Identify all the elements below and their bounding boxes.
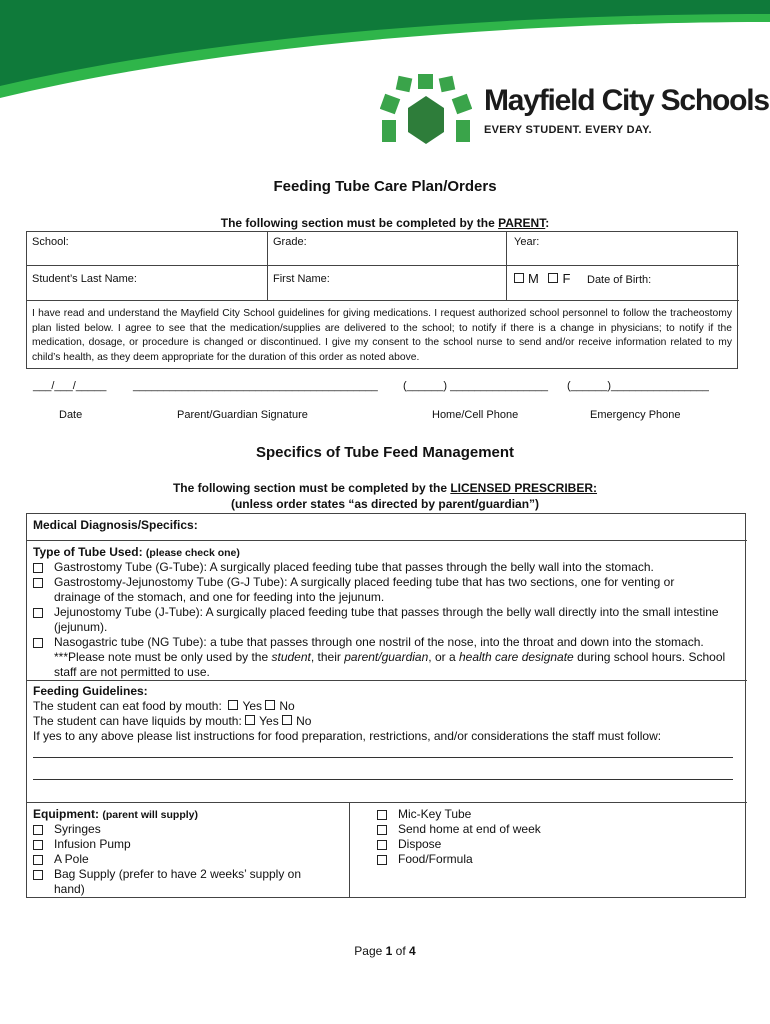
school-logo bbox=[380, 74, 472, 150]
liquid-question bbox=[33, 714, 311, 729]
checkbox[interactable] bbox=[33, 855, 43, 865]
liquid-question-text: The student can have liquids by mouth: bbox=[33, 714, 242, 728]
ng-italic-guardian: parent/guardian bbox=[344, 650, 429, 664]
grade-field[interactable]: Grade: bbox=[273, 236, 307, 248]
food-yes-label: Yes bbox=[242, 699, 263, 713]
ng-italic-student: student bbox=[271, 650, 311, 664]
instructions-prompt: If yes to any above please list instructions for food preparation, restrictions, and/or considerations the staff must follow: bbox=[33, 729, 662, 743]
feeding-guidelines-label: Feeding Guidelines: bbox=[33, 684, 148, 698]
signature-line[interactable]: ________________________________________ bbox=[133, 380, 378, 392]
food-no-label: No bbox=[279, 699, 295, 713]
divider bbox=[27, 802, 747, 803]
page-number: 1 bbox=[385, 944, 393, 958]
checkbox[interactable] bbox=[33, 563, 43, 573]
divider bbox=[506, 232, 507, 300]
checkbox[interactable] bbox=[33, 870, 43, 880]
checkbox[interactable] bbox=[33, 608, 43, 618]
female-label: F bbox=[562, 271, 571, 286]
brand-tagline: EVERY STUDENT. EVERY DAY. bbox=[484, 124, 652, 136]
liquid-no-label: No bbox=[296, 714, 312, 728]
last-name-field[interactable]: Student’s Last Name: bbox=[32, 273, 137, 285]
date-caption: Date bbox=[59, 409, 83, 421]
liquid-no-checkbox[interactable] bbox=[282, 715, 292, 725]
equipment-item[interactable] bbox=[33, 852, 333, 867]
ng-italic-designate: health care designate bbox=[458, 650, 574, 664]
prescriber-instruction-emph: LICENSED PRESCRIBER: bbox=[450, 481, 598, 495]
instructions-line-2[interactable] bbox=[33, 779, 733, 780]
equipment-item-right[interactable] bbox=[377, 837, 717, 852]
emergency-phone-line[interactable]: (______)________________ bbox=[567, 380, 709, 392]
ng-sep2: , or a bbox=[428, 650, 459, 664]
specifics-title: Specifics of Tube Feed Management bbox=[255, 444, 515, 461]
equipment-item-right[interactable] bbox=[377, 822, 717, 837]
divider bbox=[349, 802, 350, 898]
parent-instruction-suffix: : bbox=[545, 216, 550, 230]
male-label: M bbox=[528, 271, 539, 286]
equipment-item-text: Infusion Pump bbox=[54, 837, 131, 851]
page-word: Page bbox=[354, 944, 383, 958]
equipment-label: Equipment: bbox=[33, 807, 99, 821]
first-name-field[interactable]: First Name: bbox=[273, 273, 330, 285]
tube-option-j[interactable] bbox=[33, 605, 723, 635]
emergency-phone-caption: Emergency Phone bbox=[590, 409, 681, 421]
equipment-item-text: Syringes bbox=[54, 822, 101, 836]
gender-options bbox=[514, 271, 570, 286]
prescriber-instruction-note: (unless order states “as directed by parent/guardian”) bbox=[230, 497, 540, 511]
ng-text-part2: during school hours. School staff are not permitted to use. bbox=[54, 650, 726, 679]
parent-instruction bbox=[0, 216, 770, 230]
food-question bbox=[33, 699, 295, 714]
prescriber-instruction bbox=[0, 481, 770, 495]
page-footer bbox=[0, 944, 770, 958]
checkbox[interactable] bbox=[377, 825, 387, 835]
liquid-yes-checkbox[interactable] bbox=[245, 715, 255, 725]
equipment-item-text: Food/Formula bbox=[398, 852, 473, 866]
ng-sep1: , their bbox=[310, 650, 345, 664]
consent-paragraph: I have read and understand the Mayfield City School guidelines for giving medications. I request authorized school personnel to follow the tracheostomy plan listed below. I agree to see that the medication/supplies are delivered to the school; to notify if there is a change in physicians; to notify if the medication, dosage, or procedure is changed or discontinued. I give my consent to the school nurse to send and/or receive information related to my child’s health, as they deem appropriate for the duration of this order as noted above. bbox=[32, 308, 732, 363]
checkbox[interactable] bbox=[377, 840, 387, 850]
tube-type-heading bbox=[33, 545, 240, 561]
brand-name: Mayfield City Schools bbox=[484, 84, 769, 117]
food-question-text: The student can eat food by mouth: bbox=[33, 699, 222, 713]
tube-option-g[interactable] bbox=[33, 560, 733, 575]
tube-option-ng-text bbox=[54, 635, 740, 680]
equipment-item-text: A Pole bbox=[54, 852, 89, 866]
dob-field[interactable]: Date of Birth: bbox=[587, 274, 652, 286]
parent-info-box bbox=[26, 231, 738, 369]
equipment-item[interactable] bbox=[33, 867, 333, 897]
male-checkbox[interactable] bbox=[514, 273, 524, 283]
home-phone-caption: Home/Cell Phone bbox=[432, 409, 519, 421]
tube-option-j-text: Jejunostomy Tube (J-Tube): A surgically placed feeding tube that passes through the belly wall directly into the small intestine (jejunum). bbox=[54, 605, 719, 634]
tube-option-gj[interactable] bbox=[33, 575, 723, 605]
equipment-item[interactable] bbox=[33, 837, 333, 852]
equipment-item-text: Dispose bbox=[398, 837, 442, 851]
divider bbox=[27, 265, 739, 266]
prescriber-box bbox=[26, 513, 746, 898]
liquid-yes-label: Yes bbox=[259, 714, 279, 728]
equipment-item-text: Mic-Key Tube bbox=[398, 807, 472, 821]
divider bbox=[267, 232, 268, 300]
equipment-item-text: Bag Supply (prefer to have 2 weeks’ supply on hand) bbox=[54, 867, 302, 896]
ng-text-part1: Nasogastric tube (NG Tube): a tube that passes through one nostril of the nose, into the throat and down into the stomach. ***Please note must be only used by the bbox=[54, 635, 704, 664]
document-title: Feeding Tube Care Plan/Orders bbox=[273, 178, 497, 195]
tube-option-gj-text: Gastrostomy-Jejunostomy Tube (G-J Tube): A surgically placed feeding tube that has two sections, one for venting or drainage of the stomach, and one for feeding into the jejunum. bbox=[54, 575, 675, 604]
checkbox[interactable] bbox=[33, 578, 43, 588]
equipment-item-right[interactable] bbox=[377, 807, 717, 822]
parent-instruction-prefix: The following section must be completed by the bbox=[220, 216, 499, 230]
signature-caption: Parent/Guardian Signature bbox=[177, 409, 308, 421]
date-line[interactable]: ___/___/_____ bbox=[33, 380, 107, 392]
school-field[interactable]: School: bbox=[32, 236, 69, 248]
checkbox[interactable] bbox=[33, 825, 43, 835]
prescriber-instruction-prefix: The following section must be completed by the bbox=[172, 481, 451, 495]
tube-option-ng[interactable] bbox=[33, 635, 740, 680]
equipment-heading bbox=[33, 807, 198, 823]
equipment-item-text: Send home at end of week bbox=[398, 822, 541, 836]
tube-type-label: Type of Tube Used: bbox=[33, 545, 143, 559]
tube-option-g-text: Gastrostomy Tube (G-Tube): A surgically placed feeding tube that passes through the belly wall into the stomach. bbox=[54, 560, 654, 574]
divider bbox=[27, 680, 747, 681]
checkbox[interactable] bbox=[33, 638, 43, 648]
year-field[interactable]: Year: bbox=[514, 236, 540, 248]
equipment-item-right[interactable] bbox=[377, 852, 717, 867]
checkbox[interactable] bbox=[33, 840, 43, 850]
equipment-hint: (parent will supply) bbox=[102, 809, 199, 821]
of-word: of bbox=[395, 944, 406, 958]
home-phone-line[interactable]: (______) ________________ bbox=[403, 380, 548, 392]
divider bbox=[27, 300, 739, 301]
food-no-checkbox[interactable] bbox=[265, 700, 275, 710]
checkbox[interactable] bbox=[377, 810, 387, 820]
page-total: 4 bbox=[409, 944, 416, 958]
female-checkbox[interactable] bbox=[548, 273, 558, 283]
checkbox[interactable] bbox=[377, 855, 387, 865]
diagnosis-label: Medical Diagnosis/Specifics: bbox=[33, 518, 198, 532]
food-yes-checkbox[interactable] bbox=[228, 700, 238, 710]
equipment-item[interactable] bbox=[33, 822, 333, 837]
tube-type-hint: (please check one) bbox=[145, 547, 240, 559]
instructions-line-1[interactable] bbox=[33, 757, 733, 758]
divider bbox=[27, 540, 747, 541]
parent-instruction-emph: PARENT bbox=[498, 216, 546, 230]
